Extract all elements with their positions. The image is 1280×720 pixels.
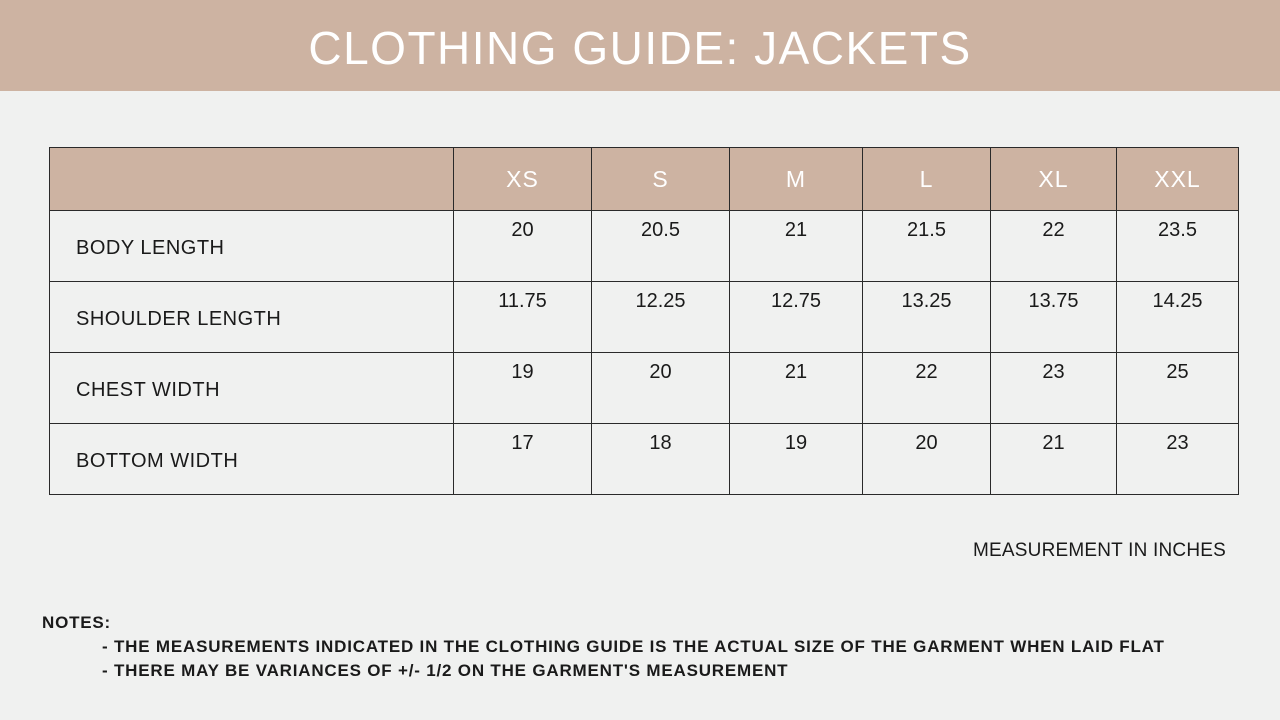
- notes-title: NOTES:: [42, 613, 112, 632]
- table-cell: 17: [454, 424, 592, 495]
- table-cell: 23.5: [1117, 211, 1239, 282]
- table-header-row: [50, 148, 1239, 211]
- table-row: [50, 282, 1239, 353]
- row-label: BOTTOM WIDTH: [50, 424, 454, 495]
- table-cell: 23: [1117, 424, 1239, 495]
- size-chart-table: [49, 147, 1239, 495]
- table-row: [50, 211, 1239, 282]
- size-header-l: L: [863, 148, 991, 211]
- size-header-s: S: [592, 148, 730, 211]
- note-line: - THERE MAY BE VARIANCES OF +/- 1/2 ON THE GARMENT'S MEASUREMENT: [102, 661, 789, 680]
- table-cell: 18: [592, 424, 730, 495]
- table-cell: 20: [863, 424, 991, 495]
- size-header-xl: XL: [991, 148, 1117, 211]
- table-cell: 21: [730, 353, 863, 424]
- table-cell: 13.25: [863, 282, 991, 353]
- table-cell: 22: [991, 211, 1117, 282]
- header-band: [0, 0, 1280, 91]
- table-cell: 11.75: [454, 282, 592, 353]
- notes-section: [42, 611, 1165, 683]
- table-row: [50, 353, 1239, 424]
- table-cell: 25: [1117, 353, 1239, 424]
- table-cell: 19: [730, 424, 863, 495]
- table-cell: 19: [454, 353, 592, 424]
- page-title: CLOTHING GUIDE: JACKETS: [308, 21, 972, 74]
- size-header-xs: XS: [454, 148, 592, 211]
- table-cell: 21: [991, 424, 1117, 495]
- table-cell: 12.25: [592, 282, 730, 353]
- row-label: BODY LENGTH: [50, 211, 454, 282]
- header-corner-cell: [50, 148, 454, 211]
- table-cell: 14.25: [1117, 282, 1239, 353]
- table-cell: 20: [454, 211, 592, 282]
- table-cell: 22: [863, 353, 991, 424]
- table-row: [50, 424, 1239, 495]
- note-line: - THE MEASUREMENTS INDICATED IN THE CLOTHING GUIDE IS THE ACTUAL SIZE OF THE GARMENT WHEN LAID FLAT: [102, 637, 1165, 656]
- table-cell: 23: [991, 353, 1117, 424]
- table-cell: 20: [592, 353, 730, 424]
- size-header-xxl: XXL: [1117, 148, 1239, 211]
- size-header-m: M: [730, 148, 863, 211]
- row-label: CHEST WIDTH: [50, 353, 454, 424]
- table-cell: 21: [730, 211, 863, 282]
- table-cell: 12.75: [730, 282, 863, 353]
- table-cell: 13.75: [991, 282, 1117, 353]
- table-cell: 20.5: [592, 211, 730, 282]
- row-label: SHOULDER LENGTH: [50, 282, 454, 353]
- units-note: MEASUREMENT IN INCHES: [973, 540, 1226, 561]
- table-cell: 21.5: [863, 211, 991, 282]
